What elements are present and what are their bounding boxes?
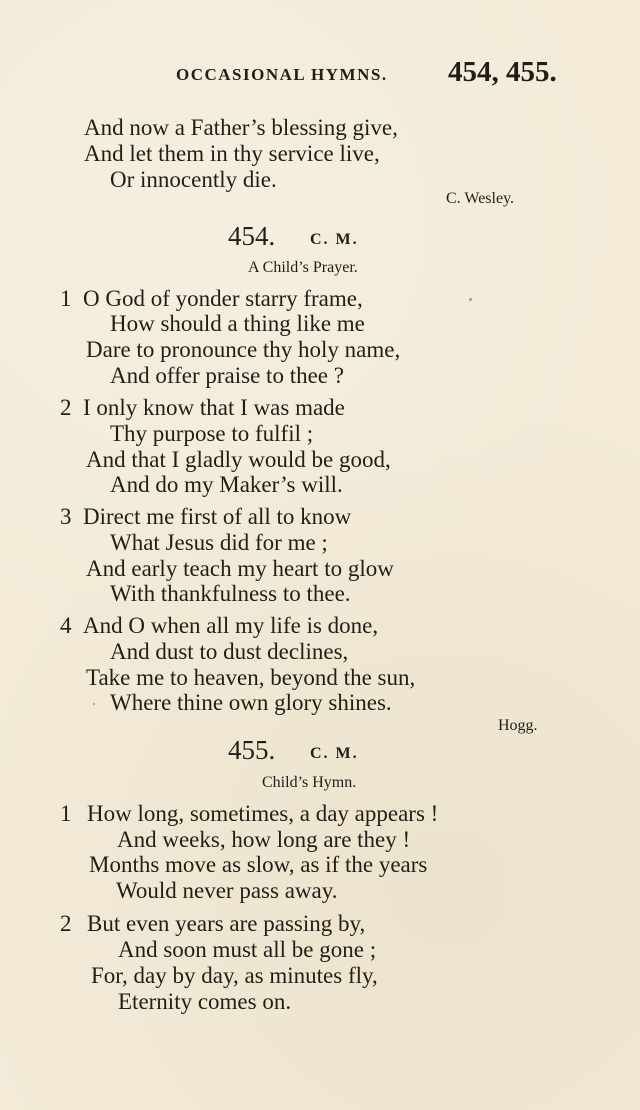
verse-line: How should a thing like me: [110, 311, 365, 336]
stanza-number: 2: [60, 395, 72, 420]
continuation-line: Or innocently die.: [110, 167, 277, 192]
verse-line: And do my Maker’s will.: [110, 472, 343, 497]
verse-line: And O when all my life is done,: [83, 613, 379, 638]
verse-line: And soon must all be gone ;: [118, 937, 377, 962]
verse-line: Would never pass away.: [116, 878, 338, 903]
stanza-number: 2: [60, 911, 72, 936]
verse-line: And offer praise to thee ?: [110, 363, 344, 388]
verse-line: Thy purpose to fulfil ;: [110, 421, 314, 446]
hymn-title: A Child’s Prayer.: [248, 259, 358, 276]
verse-line: But even years are passing by,: [87, 911, 366, 936]
running-header-title: OCCASIONAL HYMNS.: [176, 65, 388, 84]
verse-line: Take me to heaven, beyond the sun,: [86, 665, 416, 690]
hymn-title: Child’s Hymn.: [262, 774, 357, 791]
verse-line: How long, sometimes, a day appears !: [87, 801, 439, 826]
hymn-meter: C. M.: [310, 231, 359, 248]
hymn-meter: C. M.: [310, 745, 359, 762]
running-header-numbers: 454, 455.: [448, 56, 557, 88]
author-attribution: Hogg.: [498, 717, 538, 734]
verse-line: For, day by day, as minutes fly,: [91, 963, 378, 988]
verse-line: Where thine own glory shines.: [110, 690, 392, 715]
verse-line: Eternity comes on.: [118, 989, 292, 1014]
stanza-number: 1: [60, 286, 72, 311]
stanza-number: 3: [60, 504, 72, 529]
scan-speck: [93, 703, 95, 705]
author-attribution: C. Wesley.: [446, 190, 515, 207]
verse-line: And dust to dust declines,: [110, 639, 349, 664]
verse-line: With thankfulness to thee.: [110, 581, 351, 606]
verse-line: And weeks, how long are they !: [117, 827, 411, 852]
verse-line: Direct me first of all to know: [83, 504, 352, 529]
stanza-number: 4: [60, 613, 72, 638]
continuation-line: And now a Father’s blessing give,: [84, 115, 398, 140]
verse-line: Dare to pronounce thy holy name,: [86, 337, 401, 362]
verse-line: I only know that I was made: [83, 395, 345, 420]
scan-speck: [469, 298, 472, 301]
verse-line: And early teach my heart to glow: [86, 556, 394, 581]
verse-line: What Jesus did for me ;: [110, 530, 328, 555]
stanza-number: 1: [60, 801, 72, 826]
verse-line: And that I gladly would be good,: [86, 447, 391, 472]
verse-line: O God of yonder starry frame,: [83, 286, 363, 311]
continuation-line: And let them in thy service live,: [84, 141, 380, 166]
hymn-number: 454.: [228, 221, 276, 251]
hymn-number: 455.: [228, 735, 276, 765]
verse-line: Months move as slow, as if the years: [89, 852, 428, 877]
